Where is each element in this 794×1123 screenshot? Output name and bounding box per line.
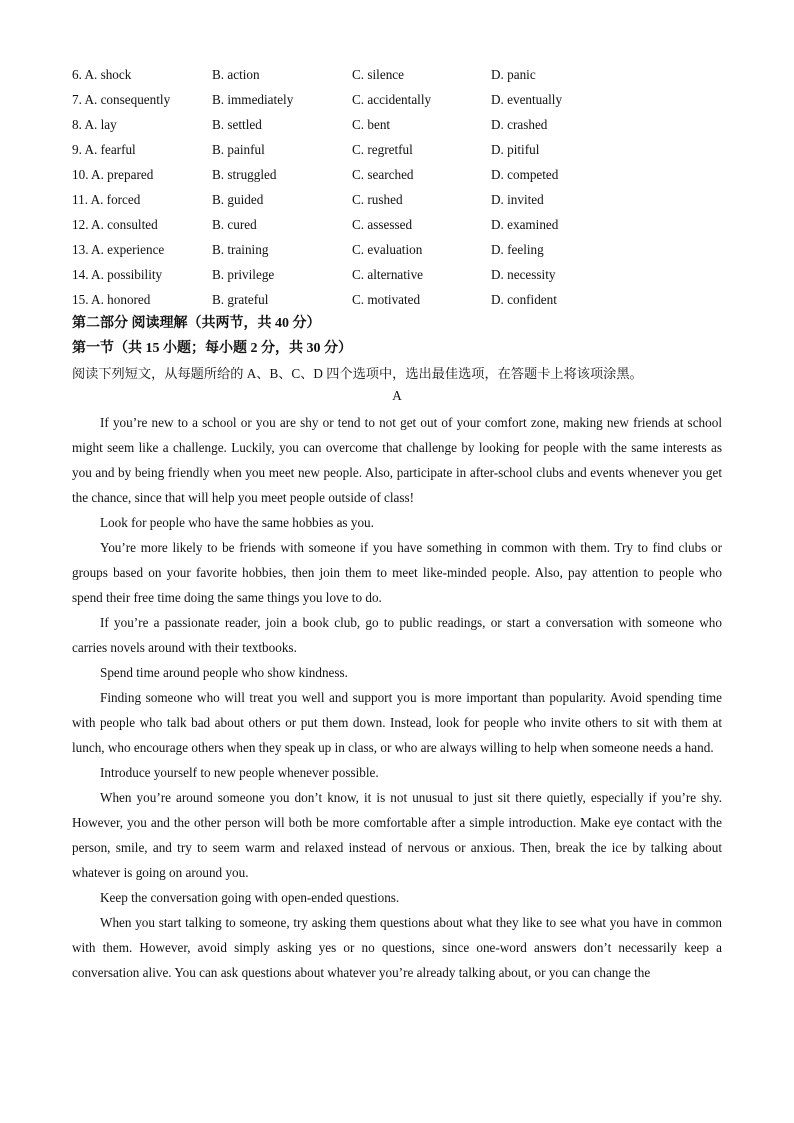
option-a: 15. A. honored [72, 292, 151, 307]
options-row-6 [72, 62, 732, 87]
option-b: B. grateful [212, 292, 269, 307]
passage-label: A [392, 388, 402, 403]
option-c: C. rushed [352, 192, 403, 207]
options-row-12 [72, 212, 732, 237]
option-a: 6. A. shock [72, 67, 132, 82]
option-c: C. regretful [352, 142, 413, 157]
option-a: 8. A. lay [72, 117, 117, 132]
paragraph: If you’re a passionate reader, join a book club, go to public readings, or start a conversation with someone who carries novels around with their textbooks. [72, 615, 722, 655]
paragraph-subheading: Keep the conversation going with open-ended questions. [100, 890, 400, 905]
option-b: B. immediately [212, 92, 294, 107]
option-c: C. silence [352, 67, 405, 82]
option-a: 13. A. experience [72, 242, 165, 257]
option-a: 7. A. consequently [72, 92, 171, 107]
option-a: 11. A. forced [72, 192, 141, 207]
option-a: 9. A. fearful [72, 142, 136, 157]
paragraph: When you start talking to someone, try asking them questions about what they like to see what you have in common with them. However, avoid simply asking yes or no questions, since one-word answers don’t necessarily keep a conversation alive. You can ask questions about whatever you’re already talking about, or you can change the [72, 915, 722, 980]
option-b: B. settled [212, 117, 262, 132]
option-c: C. searched [352, 167, 414, 182]
options-row-11 [72, 187, 732, 212]
option-d: D. necessity [491, 267, 556, 282]
option-d: D. crashed [491, 117, 548, 132]
instruction-text: 阅读下列短文，从每题所给的 A、B、C、D 四个选项中，选出最佳选项，在答题卡上将该项涂黑。 [72, 366, 643, 381]
paragraph-subheading: Introduce yourself to new people whenever possible. [100, 765, 379, 780]
option-d: D. panic [491, 67, 536, 82]
option-a: 10. A. prepared [72, 167, 154, 182]
option-d: D. competed [491, 167, 559, 182]
paragraph: You’re more likely to be friends with someone if you have something in common with them. Try to find clubs or groups based on your favorite hobbies, then join them to meet like-minded people. Also, pay attention to people who spend their free time doing the same things you love to do. [72, 540, 722, 605]
option-b: B. cured [212, 217, 257, 232]
section-heading: 第二部分 阅读理解（共两节，共 40 分） [72, 316, 321, 331]
options-row-8 [72, 112, 732, 137]
option-c: C. alternative [352, 267, 424, 282]
options-row-13 [72, 237, 732, 262]
paragraph: When you’re around someone you don’t know, it is not unusual to just sit there quietly, especially if you’re shy. However, you and the other person will both be more comfortable after a simple introduction. Make eye contact with the person, smile, and try to seem warm and relaxed instead of nervous or anxious. Then, break the ice by talking about whatever is going on around you. [72, 790, 722, 880]
option-b: B. privilege [212, 267, 275, 282]
option-c: C. assessed [352, 217, 413, 232]
options-row-7 [72, 87, 732, 112]
options-row-14 [72, 262, 732, 287]
option-a: 12. A. consulted [72, 217, 158, 232]
options-row-9 [72, 137, 732, 162]
paragraph: If you’re new to a school or you are shy or tend to not get out of your comfort zone, making new friends at school might seem like a challenge. Luckily, you can overcome that challenge by looking for people with the same interests as you and by being friendly when you meet new people. Also, participate in after-school clubs and events whenever you get the chance, since that will help you meet people outside of class! [72, 415, 722, 505]
passage-body [72, 410, 722, 985]
option-b: B. struggled [212, 167, 277, 182]
option-d: D. invited [491, 192, 544, 207]
option-c: C. bent [352, 117, 391, 132]
option-c: C. evaluation [352, 242, 423, 257]
option-b: B. training [212, 242, 269, 257]
option-d: D. feeling [491, 242, 544, 257]
option-a: 14. A. possibility [72, 267, 163, 282]
subsection-heading: 第一节（共 15 小题；每小题 2 分，共 30 分） [72, 341, 352, 356]
option-d: D. examined [491, 217, 559, 232]
options-row-10 [72, 162, 732, 187]
paragraph-subheading: Spend time around people who show kindness. [100, 665, 348, 680]
option-b: B. painful [212, 142, 265, 157]
option-c: C. accidentally [352, 92, 432, 107]
option-d: D. confident [491, 292, 557, 307]
answer-options-table [72, 62, 732, 312]
option-d: D. eventually [491, 92, 563, 107]
option-b: B. action [212, 67, 260, 82]
paragraph: Finding someone who will treat you well and support you is more important than popularity. Avoid spending time with people who talk bad about others or put them down. Instead, look for people who invite others to sit with them at lunch, who encourage others when they speak up in class, or who are always willing to help when someone needs a hand. [72, 690, 722, 755]
option-b: B. guided [212, 192, 264, 207]
option-d: D. pitiful [491, 142, 540, 157]
paragraph-subheading: Look for people who have the same hobbies as you. [100, 515, 374, 530]
option-c: C. motivated [352, 292, 421, 307]
options-row-15 [72, 287, 732, 312]
